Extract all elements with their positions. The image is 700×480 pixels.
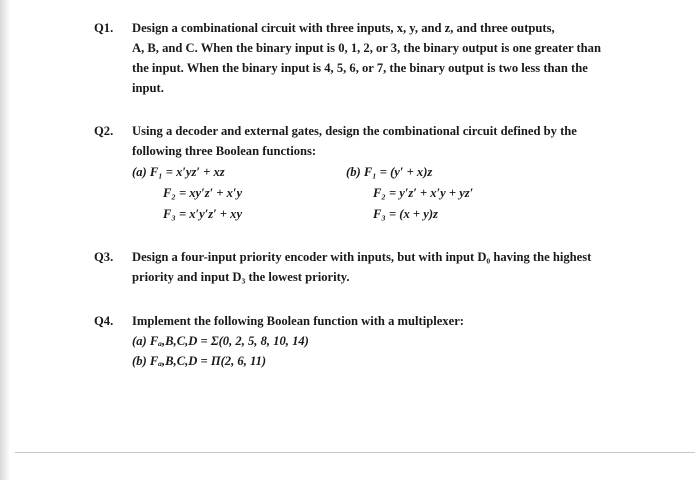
- function-line: (b) Fₐ,B,C,D = Π(2, 6, 11): [132, 354, 267, 368]
- question-number: Q1.: [94, 21, 114, 35]
- question-number: Q4.: [94, 314, 114, 328]
- question-number: Q2.: [94, 124, 114, 138]
- question-text: [132, 311, 692, 371]
- text-line: Design a four-input priority encoder with inputs, but with input D₀ having the highest: [132, 250, 592, 264]
- page-divider: [15, 452, 695, 453]
- text-line: Design a combinational circuit with three inputs, x, y, and z, and three outputs,: [132, 21, 555, 35]
- text-line: A, B, and C. When the binary input is 0, 1, 2, or 3, the binary output is one greater than: [132, 41, 601, 55]
- function-line: (b) F₁ = (y′ + x)z: [346, 165, 433, 179]
- question-text: [132, 247, 692, 287]
- text-line: the input. When the binary input is 4, 5, 6, or 7, the binary output is two less than the: [132, 61, 588, 75]
- function-line: F₃ = x′y′z′ + xy: [163, 207, 243, 221]
- question-text: [132, 18, 692, 98]
- functions-part-b: [346, 162, 473, 225]
- function-line: (a) Fₐ,B,C,D = Σ(0, 2, 5, 8, 10, 14): [132, 334, 309, 348]
- question-number: Q3.: [94, 250, 114, 264]
- page-edge-shadow: [0, 0, 10, 480]
- text-line: priority and input D₃ the lowest priority.: [132, 270, 350, 284]
- function-line: F₃ = (x + y)z: [373, 207, 438, 221]
- question-text: [132, 121, 692, 161]
- text-line: Using a decoder and external gates, design the combinational circuit defined by the: [132, 124, 577, 138]
- function-line: F₂ = y′z′ + x′y + yz′: [373, 186, 474, 200]
- text-line: Implement the following Boolean function with a multiplexer:: [132, 314, 464, 328]
- function-line: F₂ = xy′z′ + x′y: [163, 186, 243, 200]
- function-line: (a) F₁ = x′yz′ + xz: [132, 165, 225, 179]
- functions-part-a: [132, 162, 242, 225]
- text-line: input.: [132, 81, 164, 95]
- text-line: following three Boolean functions:: [132, 144, 317, 158]
